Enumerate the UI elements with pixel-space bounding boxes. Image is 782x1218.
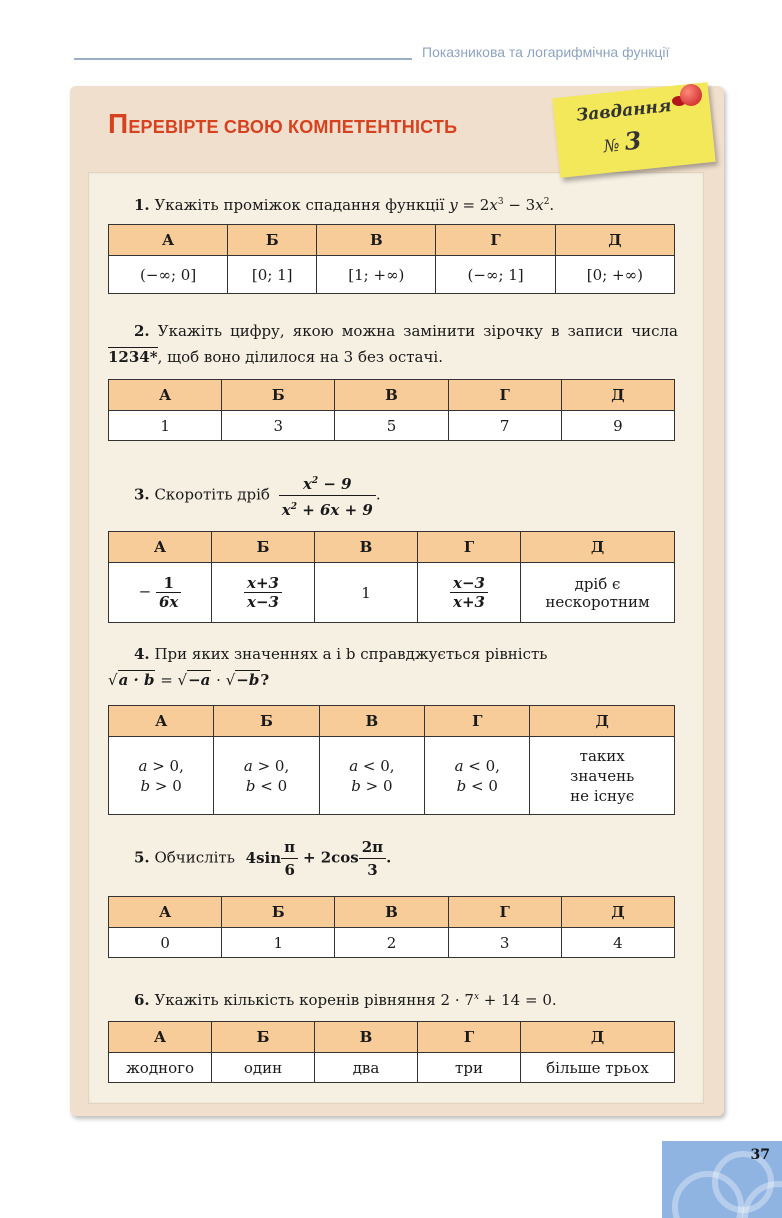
sticky-number: № 3 [602, 125, 643, 158]
pushpin-icon [680, 84, 702, 106]
question-1: 1. Укажіть проміжок спадання функції $y = 2x^3 - 3x^2$. [134, 196, 555, 214]
tasks-area [88, 172, 704, 1104]
question-4: 4. При яких значеннях a і b справджується рівність √a · b = √−a · √−b? [108, 645, 548, 689]
answers-table-1: А Б В Г Д (−∞; 0] [0; 1] [1; +∞) (−∞; 1] [0; +∞) [108, 224, 675, 294]
question-5: 5. Обчисліть 4sin $\frac{\pi}{6}$ + 2cos $\frac{2\pi}{3}$ . [134, 838, 392, 879]
answers-table-6: А Б В Г Д жодного один два три більше трьох [108, 1021, 675, 1083]
panel-title [108, 108, 457, 140]
question-2: 2. Укажіть цифру, якою можна замінити зірочку в записи числа 1234*, щоб воно ділилося на 3 без остачі. [108, 322, 678, 366]
question-3: 3. Скоротіть дріб $\frac{x^2 - 9}{x^2 + 6x + 9}$ . [134, 470, 534, 521]
answers-table-4: А Б В Г Д a > 0, b > 0 a > 0, b < 0 a < 0, b > 0 a < 0, b < 0 таких значень не існує [108, 705, 675, 815]
answers-table-3: А Б В Г Д − $\frac{1}{6x}$ $\frac{x+3}{x-3}$ 1 $\frac{x-3}{x+3}$ дріб є нескоротним [108, 531, 675, 623]
page-number: 37 [750, 1147, 770, 1163]
page-number-box [662, 1141, 782, 1218]
header-rule [74, 58, 412, 60]
answers-table-5: А Б В Г Д 0 1 2 3 4 [108, 896, 675, 958]
answers-table-2: А Б В Г Д 1 3 5 7 9 [108, 379, 675, 441]
sticky-label: Завдання [575, 96, 673, 126]
question-6: 6. Укажіть кількість коренів рівняння $2 \cdot 7^x + 14 = 0$. [134, 991, 557, 1009]
section-title: Показникова та логарифмічна функції [422, 44, 670, 60]
title-cap: П [108, 108, 129, 139]
title-rest: ЕРЕВІРТЕ СВОЮ КОМПЕТЕНТНІСТЬ [128, 117, 458, 137]
